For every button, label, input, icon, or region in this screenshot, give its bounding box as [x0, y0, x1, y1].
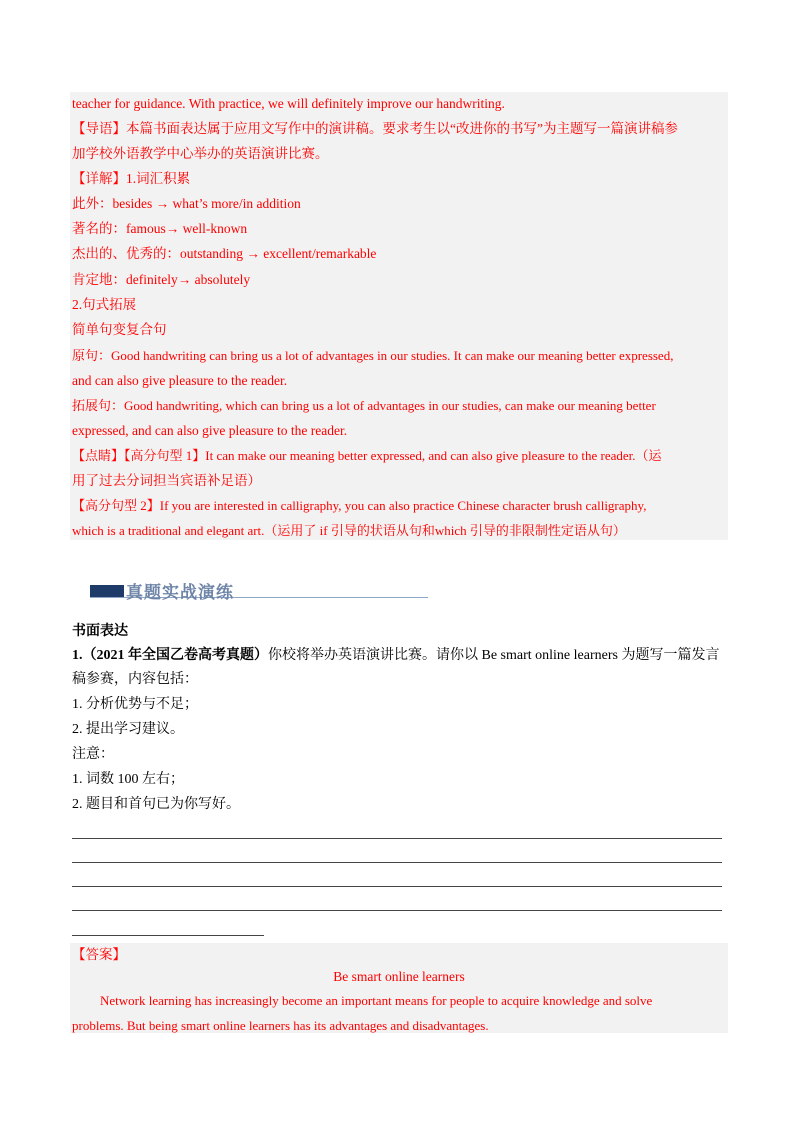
- answer-paragraph: problems. But being smart online learners has its advantages and disadvantages.: [72, 1018, 489, 1033]
- answer-writing-line[interactable]: [72, 838, 722, 839]
- explanation-line: 拓展句：Good handwriting, which can bring us a lot of advantages in our studies, can make our meaning better: [72, 398, 656, 413]
- explanation-line: 【导语】本篇书面表达属于应用文写作中的演讲稿。要求考生以“改进你的书写”为主题写一篇演讲稿参: [72, 121, 678, 136]
- answer-paragraph: Network learning has increasingly become an important means for people to acquire knowledge and solve: [100, 993, 653, 1008]
- answer-title: Be smart online learners: [333, 969, 465, 984]
- explanation-line: expressed, and can also give pleasure to the reader.: [72, 423, 348, 438]
- explanation-block: [70, 92, 728, 540]
- question-text: 你校将举办英语演讲比赛。请你以 Be smart online learners 为题写一篇发言: [268, 648, 720, 663]
- explanation-line: 【高分句型 2】If you are interested in calligraphy, you can also practice Chinese character brush calligraphy,: [72, 498, 647, 513]
- content-item: 1. 分析优势与不足；: [72, 697, 198, 712]
- explanation-line: 此外：besides → what’s more/in addition: [72, 196, 301, 211]
- answer-block: [70, 943, 728, 1033]
- question-number: 1.: [72, 648, 83, 663]
- section-heading-text: 真题实战演练: [126, 583, 234, 603]
- answer-writing-line[interactable]: [72, 886, 722, 887]
- note-item: 1. 词数 100 左右；: [72, 772, 184, 787]
- explanation-line: 2.句式拓展: [72, 297, 137, 312]
- explanation-line: 肯定地：definitely→ absolutely: [72, 272, 251, 287]
- note-item: 2. 题目和首句已为你写好。: [72, 797, 240, 812]
- explanation-line: 简单句变复合句: [72, 322, 167, 337]
- explanation-line: 杰出的、优秀的：outstanding → excellent/remarkable: [72, 246, 377, 261]
- explanation-line: 原句：Good handwriting can bring us a lot of advantages in our studies. It can make our meaning better expressed,: [72, 348, 674, 363]
- notes-label: 注意：: [72, 747, 114, 762]
- section-heading: [90, 580, 428, 603]
- explanation-line: which is a traditional and elegant art.（运用了 if 引导的状语从句和which 引导的非限制性定语从句）: [72, 523, 626, 538]
- answer-label: 【答案】: [72, 947, 126, 962]
- answer-writing-line[interactable]: [72, 935, 264, 936]
- explanation-line: teacher for guidance. With practice, we will definitely improve our handwriting.: [72, 96, 505, 111]
- question-line: [72, 646, 719, 666]
- content-item: 2. 提出学习建议。: [72, 722, 184, 737]
- exercise-type-label: 书面表达: [72, 624, 128, 639]
- answer-writing-line[interactable]: [72, 910, 722, 911]
- answer-writing-line[interactable]: [72, 862, 722, 863]
- explanation-line: and can also give pleasure to the reader.: [72, 373, 288, 388]
- question-text-cont: 稿参赛，内容包括：: [72, 672, 198, 687]
- explanation-line: 【详解】1.词汇积累: [72, 171, 191, 186]
- explanation-line: 加学校外语教学中心举办的英语演讲比赛。: [72, 146, 329, 161]
- explanation-line: 用了过去分词担当宾语补足语）: [72, 473, 261, 488]
- explanation-line: 著名的：famous→ well-known: [72, 221, 248, 236]
- explanation-line: 【点睛】【高分句型 1】It can make our meaning better expressed, and can also give pleasure to the reader.（运: [72, 448, 662, 463]
- question-source: （2021 年全国乙卷高考真题）: [82, 648, 268, 663]
- heading-bar-icon: [90, 585, 124, 597]
